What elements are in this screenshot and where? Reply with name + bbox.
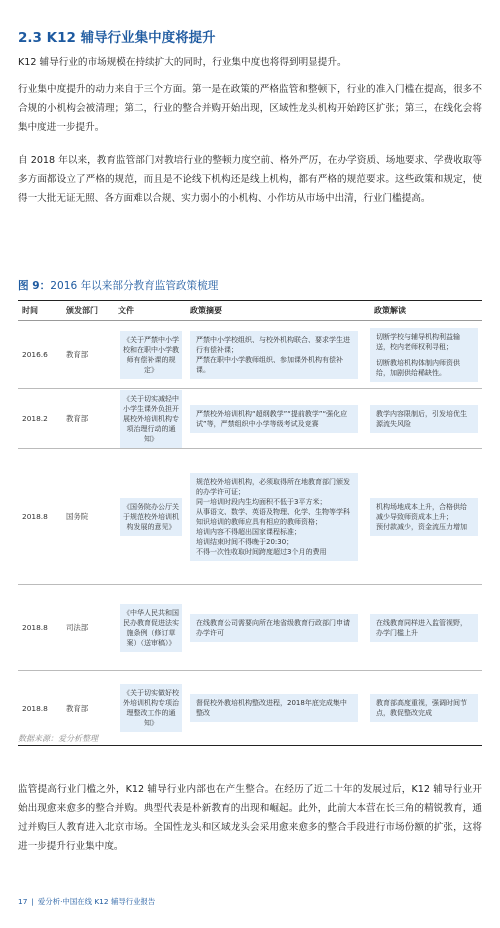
header-interpret: 政策解读 [374,306,406,315]
summary-box [190,405,358,433]
footer-title: 爱分析·中国在线 K12 辅导行业报告 [37,897,156,906]
interpret-line: 预付款减少，资金流压力增加 [376,522,467,531]
summary-box [190,331,358,379]
summary-line: 严禁中小学校组织、与校外机构联合、要求学生进行有偿补课； [196,335,350,354]
cell-time: 2016.6 [22,350,48,359]
cell-time: 2018.2 [22,414,48,423]
summary-line: 不得一次性收取时间跨度超过3个月的费用 [196,547,327,556]
paragraph-2: 行业集中度提升的动力来自于三个方面。第一是在政策的严格监管和整顿下，行业的准入门槛在提高，很多不合规的小机构会被清理；第二，行业的整合并购开始出现，区域性龙头机构开始跨区扩张；第三，在线化会将集中度进一步提升。 [18,84,482,133]
table-row [18,389,482,449]
cell-summary [186,473,362,561]
interpret-box [370,498,478,536]
cell-time: 2018.8 [22,703,48,713]
cell-interpret [362,328,482,382]
summary-line: 严禁校外培训机构“超纲教学”“提前教学”“强化应试”等，严禁组织中小学等级考试及竞赛 [196,409,348,428]
doc-box: 《中华人民共和国民办教育促进法实施条例（修订草案）（送审稿）》 [120,604,182,652]
paragraph-3: 自 2018 年以来，教育监管部门对教培行业的整顿力度空前、格外严厉，在办学资质、场地要求、学费收取等多方面都设立了严格的规范，而且是不论线下机构还是线上机构，都有严格的规范要求。这些政策和规定，使得一大批无证无照、各方面难以合规、实力弱小的小机构、小作坊从市场中出清，行业门槛提高。 [18,155,482,204]
summary-box [190,473,358,561]
cell-time: 2018.8 [22,623,48,632]
table-row [18,449,482,585]
interpret-box [370,328,478,382]
summary-line: 培训结束时间不得晚于20:30； [196,537,294,546]
policy-table [18,300,482,746]
page-number: 17 [18,897,28,906]
cell-summary [186,331,362,379]
interpret-line: 切断学校与辅导机构利益输送，校内老师权利寻租； [376,332,460,351]
header-doc: 文件 [118,305,134,315]
cell-doc [116,604,186,652]
summary-line: 督促校外教培机构整改进程，2018年底完成集中整改 [196,699,347,717]
interpret-box [370,694,478,722]
figure-caption: 2016 年以来部分教育监管政策梳理 [50,280,219,292]
cell-doc [116,331,186,379]
paragraph-4: 监管提高行业门槛之外，K12 辅导行业内部也在产生整合。在经历了近二十年的发展过后，K12 辅导行业开始出现愈来愈多的整合并购。典型代表是朴新教育的出现和崛起。此外，此前大本营在长三角的精锐教育，通过并购巨人教育进入北京市场。全国性龙头和区域龙头会采用愈来愈多的整合手段进行市场份额的扩张，这将进一步提升行业集中度。 [18,784,482,852]
cell-doc [116,684,186,732]
interpret-line: 教学内容限制后，引发培优生源流失风险 [376,409,467,428]
figure-number: 图 9： [18,280,51,292]
cell-time: 2018.8 [22,512,48,521]
summary-line: 在线教育公司需要向所在地省级教育行政部门申请办学许可 [196,618,350,637]
header-summary: 政策摘要 [190,306,222,315]
paragraph-1: K12 辅导行业的市场规模在持续扩大的同时，行业集中度也将得到明显提升。 [18,57,347,68]
table-header [18,301,482,321]
header-time: 时间 [22,306,38,315]
cell-dept: 教育部 [66,350,89,359]
cell-interpret [362,614,482,642]
cell-doc [116,390,186,448]
footer-separator: | [31,897,34,906]
figure-title [18,278,218,293]
interpret-box [370,614,478,642]
summary-line: 规范校外培训机构，必须取得所在地教育部门颁发的办学许可证； [196,477,350,496]
figure-source: 数据来源：爱分析整理 [18,734,98,743]
cell-interpret [362,405,482,433]
cell-interpret [362,498,482,536]
doc-box: 《国务院办公厅关于规范校外培训机构发展的意见》 [120,498,182,536]
interpret-line: 在线教育同样进入监管视野，办学门槛上升 [376,618,467,637]
table-row [18,585,482,671]
cell-dept: 教育部 [66,414,89,423]
summary-line: 严禁在职中小学教师组织、参加课外机构有偿补课。 [196,355,343,374]
summary-box [190,614,358,642]
interpret-line: 机构场地成本上升，合格供给减少导致师资成本上升； [376,502,467,521]
interpret-line: 教育部高度重视，强调时间节点，教促整改完成 [376,699,467,717]
cell-dept: 教育部 [66,703,89,713]
summary-line: 同一培训时段内生均面积不低于3平方米； [196,497,327,506]
cell-doc [116,498,186,536]
section-title: 2.3 K12 辅导行业集中度将提升 [18,30,216,46]
cell-interpret [362,694,482,722]
summary-line: 培训内容不得超出国家课程标准； [196,527,301,536]
doc-box: 《关于切实减轻中小学生课外负担开展校外培训机构专项治理行动的通知》 [120,390,182,448]
summary-line: 从事语文、数学、英语及物理、化学、生物等学科知识培训的教师应具有相应的教师资格； [196,507,350,526]
doc-box: 《关于切实做好校外培训机构专项治理整改工作的通知》 [120,684,182,732]
interpret-line: 切断教培机构体制内师资供给，加剧供给稀缺性。 [376,358,460,377]
header-dept: 颁发部门 [66,306,98,315]
cell-summary [186,405,362,433]
page-footer [18,896,155,907]
doc-box: 《关于严禁中小学校和在职中小学教师有偿补课的规定》 [120,331,182,379]
cell-dept: 司法部 [66,623,89,632]
summary-box [190,694,358,722]
cell-summary [186,694,362,722]
cell-dept: 国务院 [66,512,89,521]
cell-summary [186,614,362,642]
table-row [18,321,482,389]
interpret-box [370,405,478,433]
